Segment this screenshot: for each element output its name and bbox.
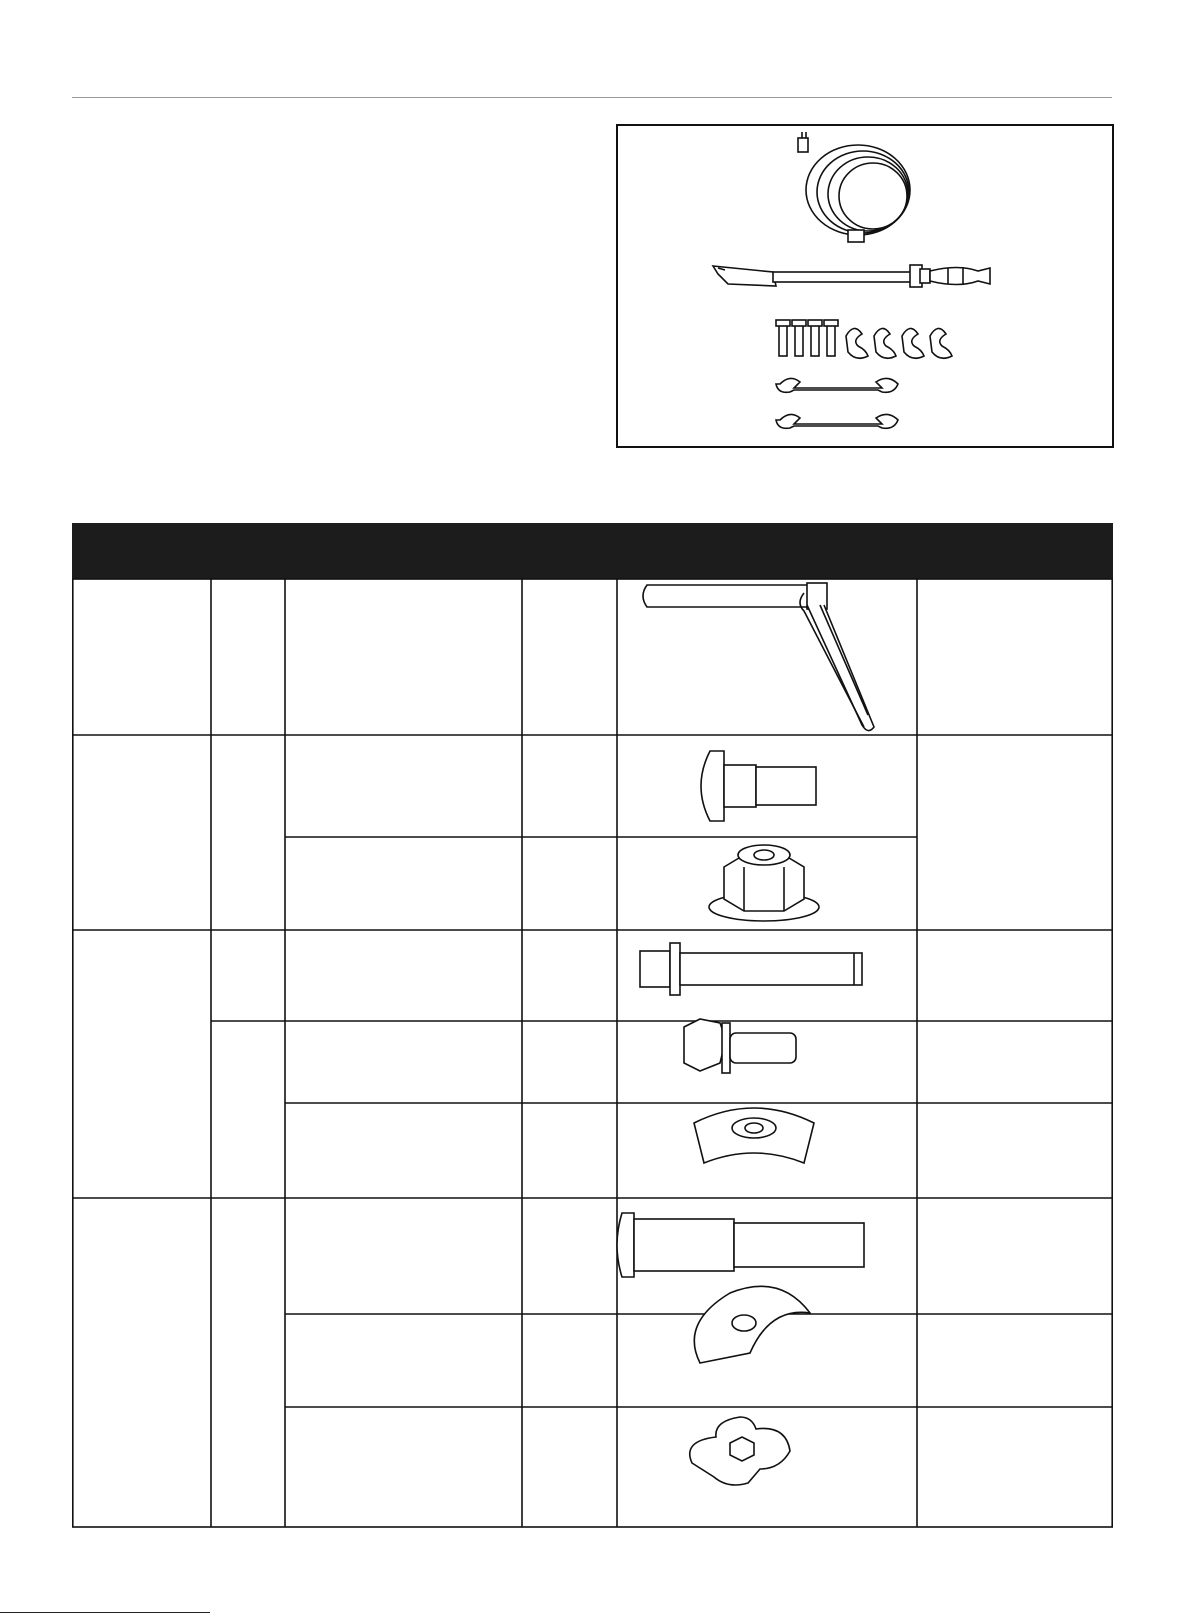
wand-illustration: [713, 265, 990, 287]
table-header-bar: [72, 523, 1113, 579]
footer-rule: [0, 1612, 210, 1613]
flange-lock-nut-illustration: [709, 845, 819, 921]
top-divider-rule: [72, 97, 1112, 98]
clevis-pins-illustration: [776, 320, 838, 356]
hairpin-cotters-illustration: [846, 328, 952, 358]
hardware-parts-table: [72, 523, 1113, 1528]
carriage-bolt-long-illustration: [617, 1213, 864, 1277]
package-contents-figure: [616, 124, 1114, 448]
curved-washer-illustration: [694, 1108, 814, 1163]
star-knob-illustration: [690, 1417, 790, 1485]
carriage-bolt-illustration: [701, 751, 816, 821]
curved-knob-washer-illustration: [694, 1286, 810, 1363]
power-cord-illustration: [798, 132, 910, 242]
hex-flange-bolt-long-illustration: [640, 943, 862, 995]
hex-flange-bolt-short-illustration: [684, 1019, 796, 1073]
wrenches-illustration: [776, 378, 898, 428]
hitch-pin-illustration: [643, 583, 874, 731]
